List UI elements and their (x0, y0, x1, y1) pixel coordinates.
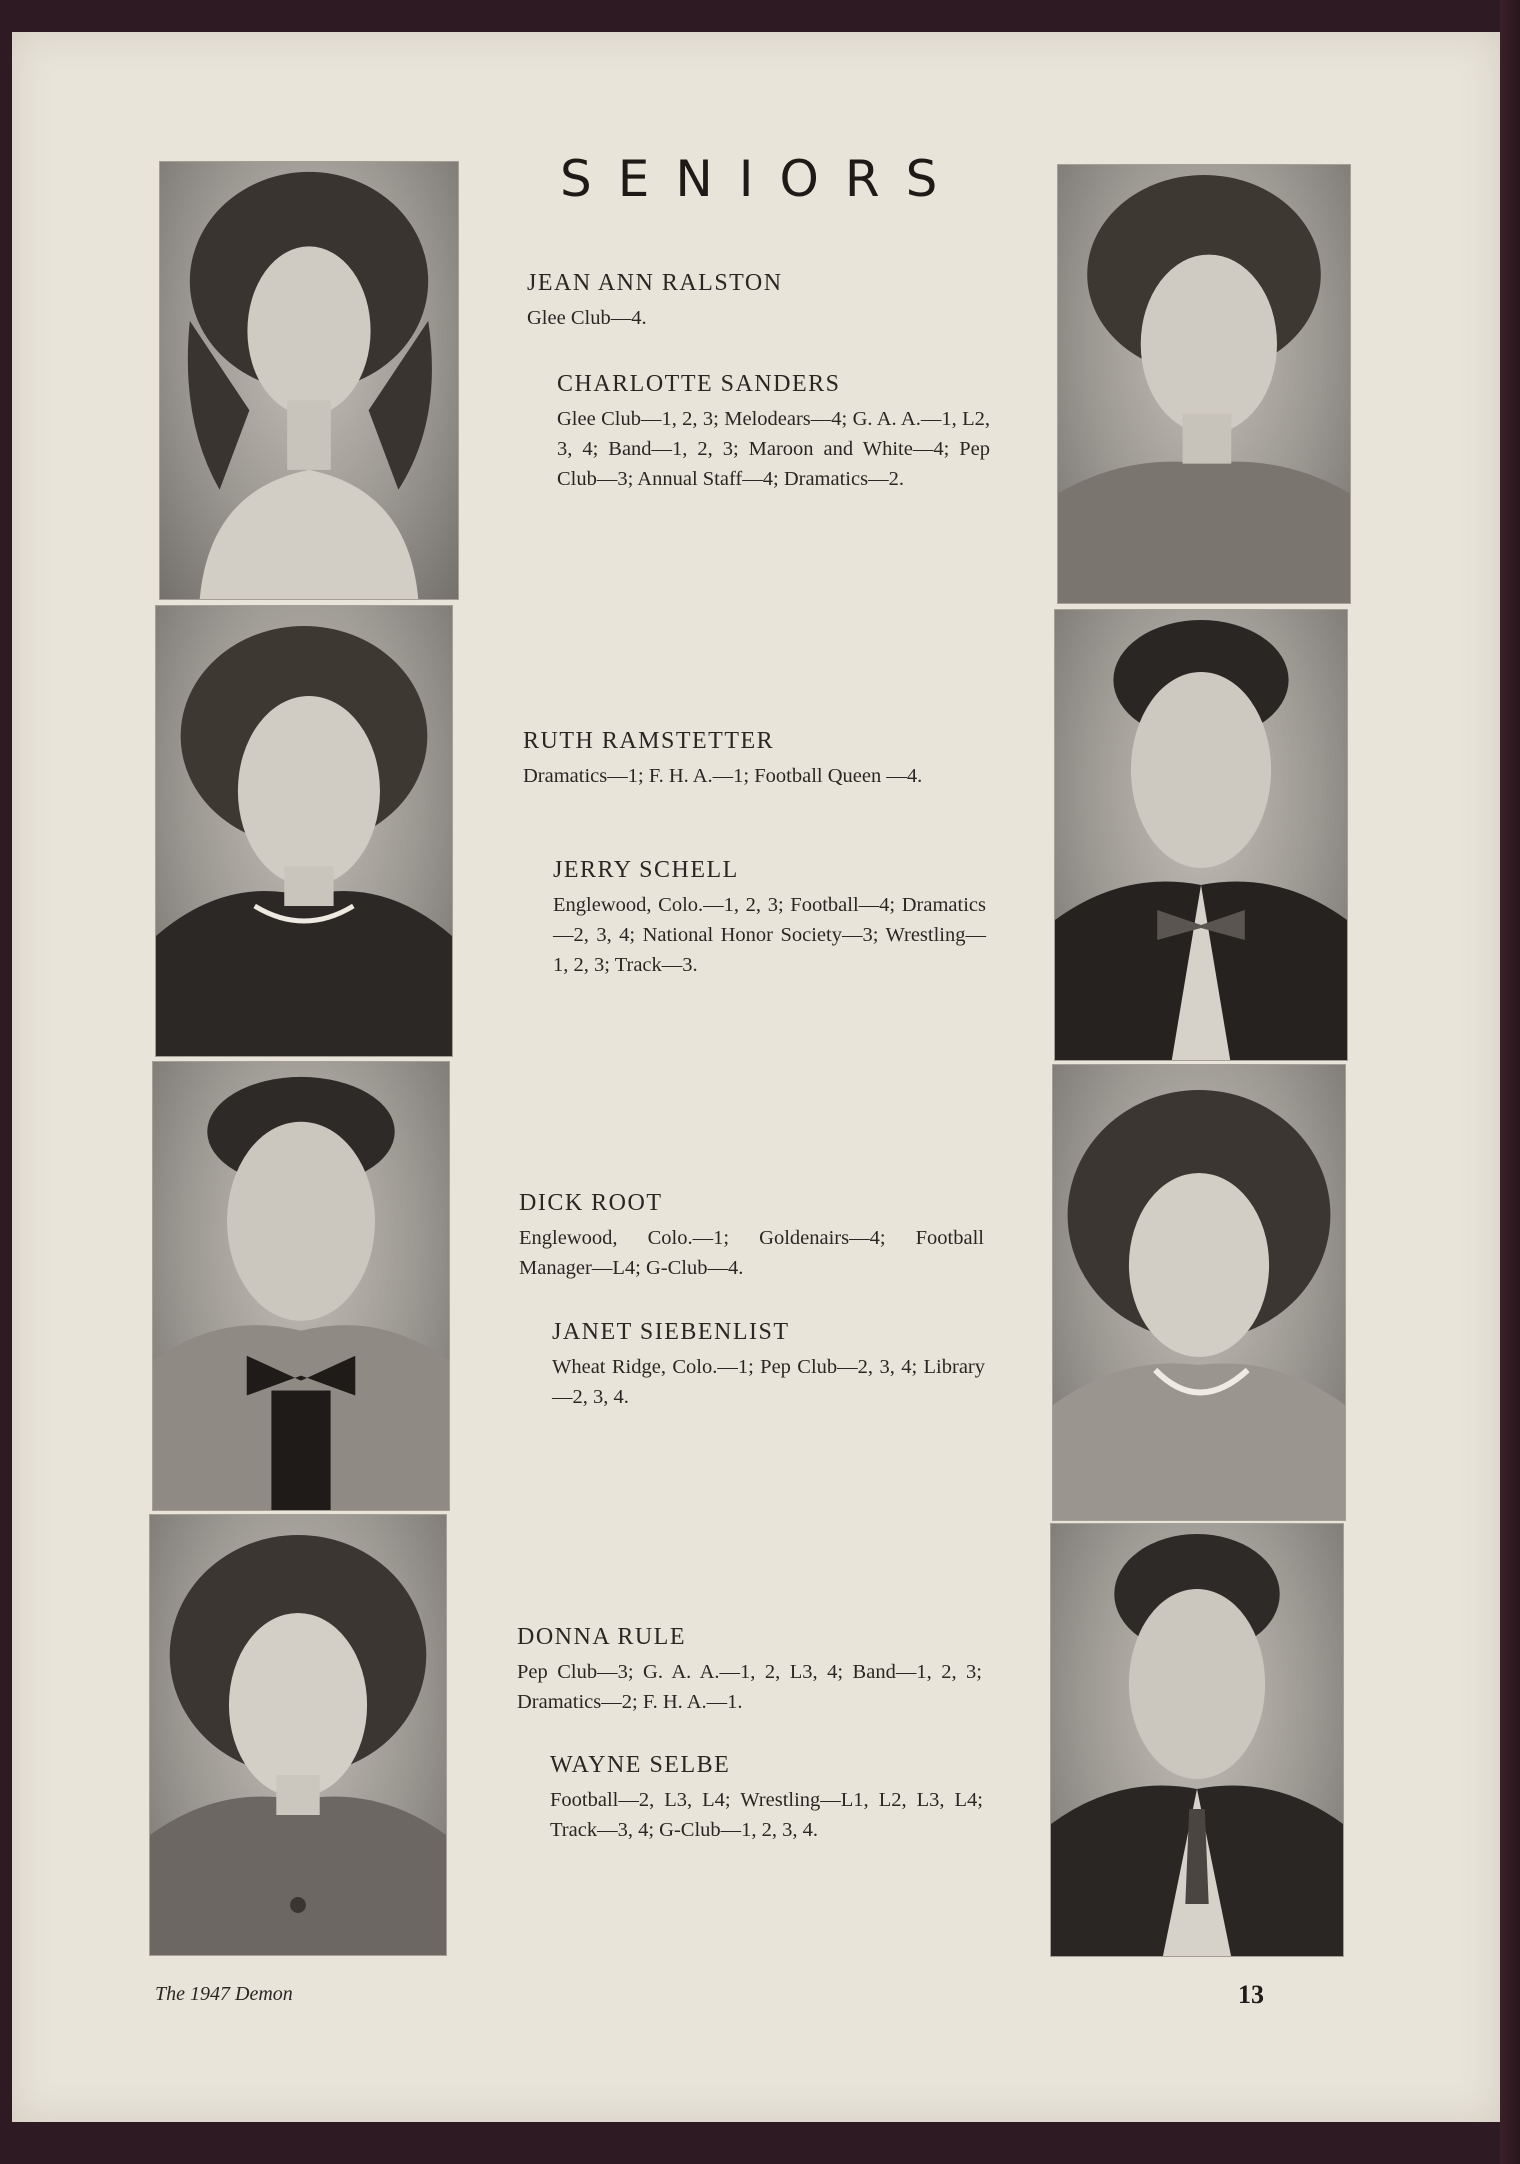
senior-activities: Dramatics—1; F. H. A.—1; Football Queen —4. (523, 765, 923, 787)
senior-activities: Wheat Ridge, Colo.—1; Pep Club—2, 3, 4; Library—2, 3, 4. (552, 1356, 985, 1408)
senior-entry (517, 1624, 982, 1717)
senior-name: DONNA RULE (517, 1624, 686, 1650)
yearbook-title-footer: The 1947 Demon (155, 1983, 293, 2005)
senior-name: JEAN ANN RALSTON (527, 270, 783, 296)
page-title: SENIORS (560, 150, 964, 208)
senior-name: WAYNE SELBE (550, 1752, 731, 1778)
senior-name: DICK ROOT (519, 1190, 663, 1216)
portrait-wayne-selbe (1051, 1524, 1343, 1956)
senior-entry (553, 857, 986, 980)
portrait-jean-ann-ralston (160, 162, 458, 599)
senior-entry (519, 1190, 984, 1283)
page-number: 13 (1238, 1980, 1264, 2009)
senior-name: RUTH RAMSTETTER (523, 728, 775, 754)
senior-activities: Glee Club—4. (527, 307, 647, 329)
senior-entry (550, 1752, 983, 1845)
senior-entry (527, 270, 997, 333)
portrait-janet-siebenlist (1053, 1065, 1345, 1520)
senior-activities: Englewood, Colo.—1; Goldenairs—4; Football Manager—L4; G-Club—4. (519, 1227, 984, 1279)
portrait-donna-rule (150, 1515, 446, 1955)
senior-activities: Pep Club—3; G. A. A.—1, 2, L3, 4; Band—1, 2, 3; Dramatics—2; F. H. A.—1. (517, 1661, 982, 1713)
portrait-ruth-ramstetter (156, 606, 452, 1056)
senior-entry (552, 1319, 985, 1412)
senior-activities: Englewood, Colo.—1, 2, 3; Football—4; Dramatics—2, 3, 4; National Honor Society—3; Wrestling—1, 2, 3; Track—3. (553, 894, 986, 976)
senior-activities: Glee Club—1, 2, 3; Melodears—4; G. A. A.—1, L2, 3, 4; Band—1, 2, 3; Maroon and White—4; Pep Club—3; Annual Staff—4; Dramatics—2. (557, 408, 990, 490)
senior-name: JERRY SCHELL (553, 857, 739, 883)
scan-edge (1500, 0, 1520, 2164)
senior-activities: Football—2, L3, L4; Wrestling—L1, L2, L3, L4; Track—3, 4; G-Club—1, 2, 3, 4. (550, 1789, 983, 1841)
senior-name: CHARLOTTE SANDERS (557, 371, 841, 397)
senior-name: JANET SIEBENLIST (552, 1319, 790, 1345)
portrait-charlotte-sanders (1058, 165, 1350, 603)
portrait-jerry-schell (1055, 610, 1347, 1060)
senior-entry (557, 371, 990, 494)
senior-entry (523, 728, 988, 791)
portrait-dick-root (153, 1062, 449, 1510)
